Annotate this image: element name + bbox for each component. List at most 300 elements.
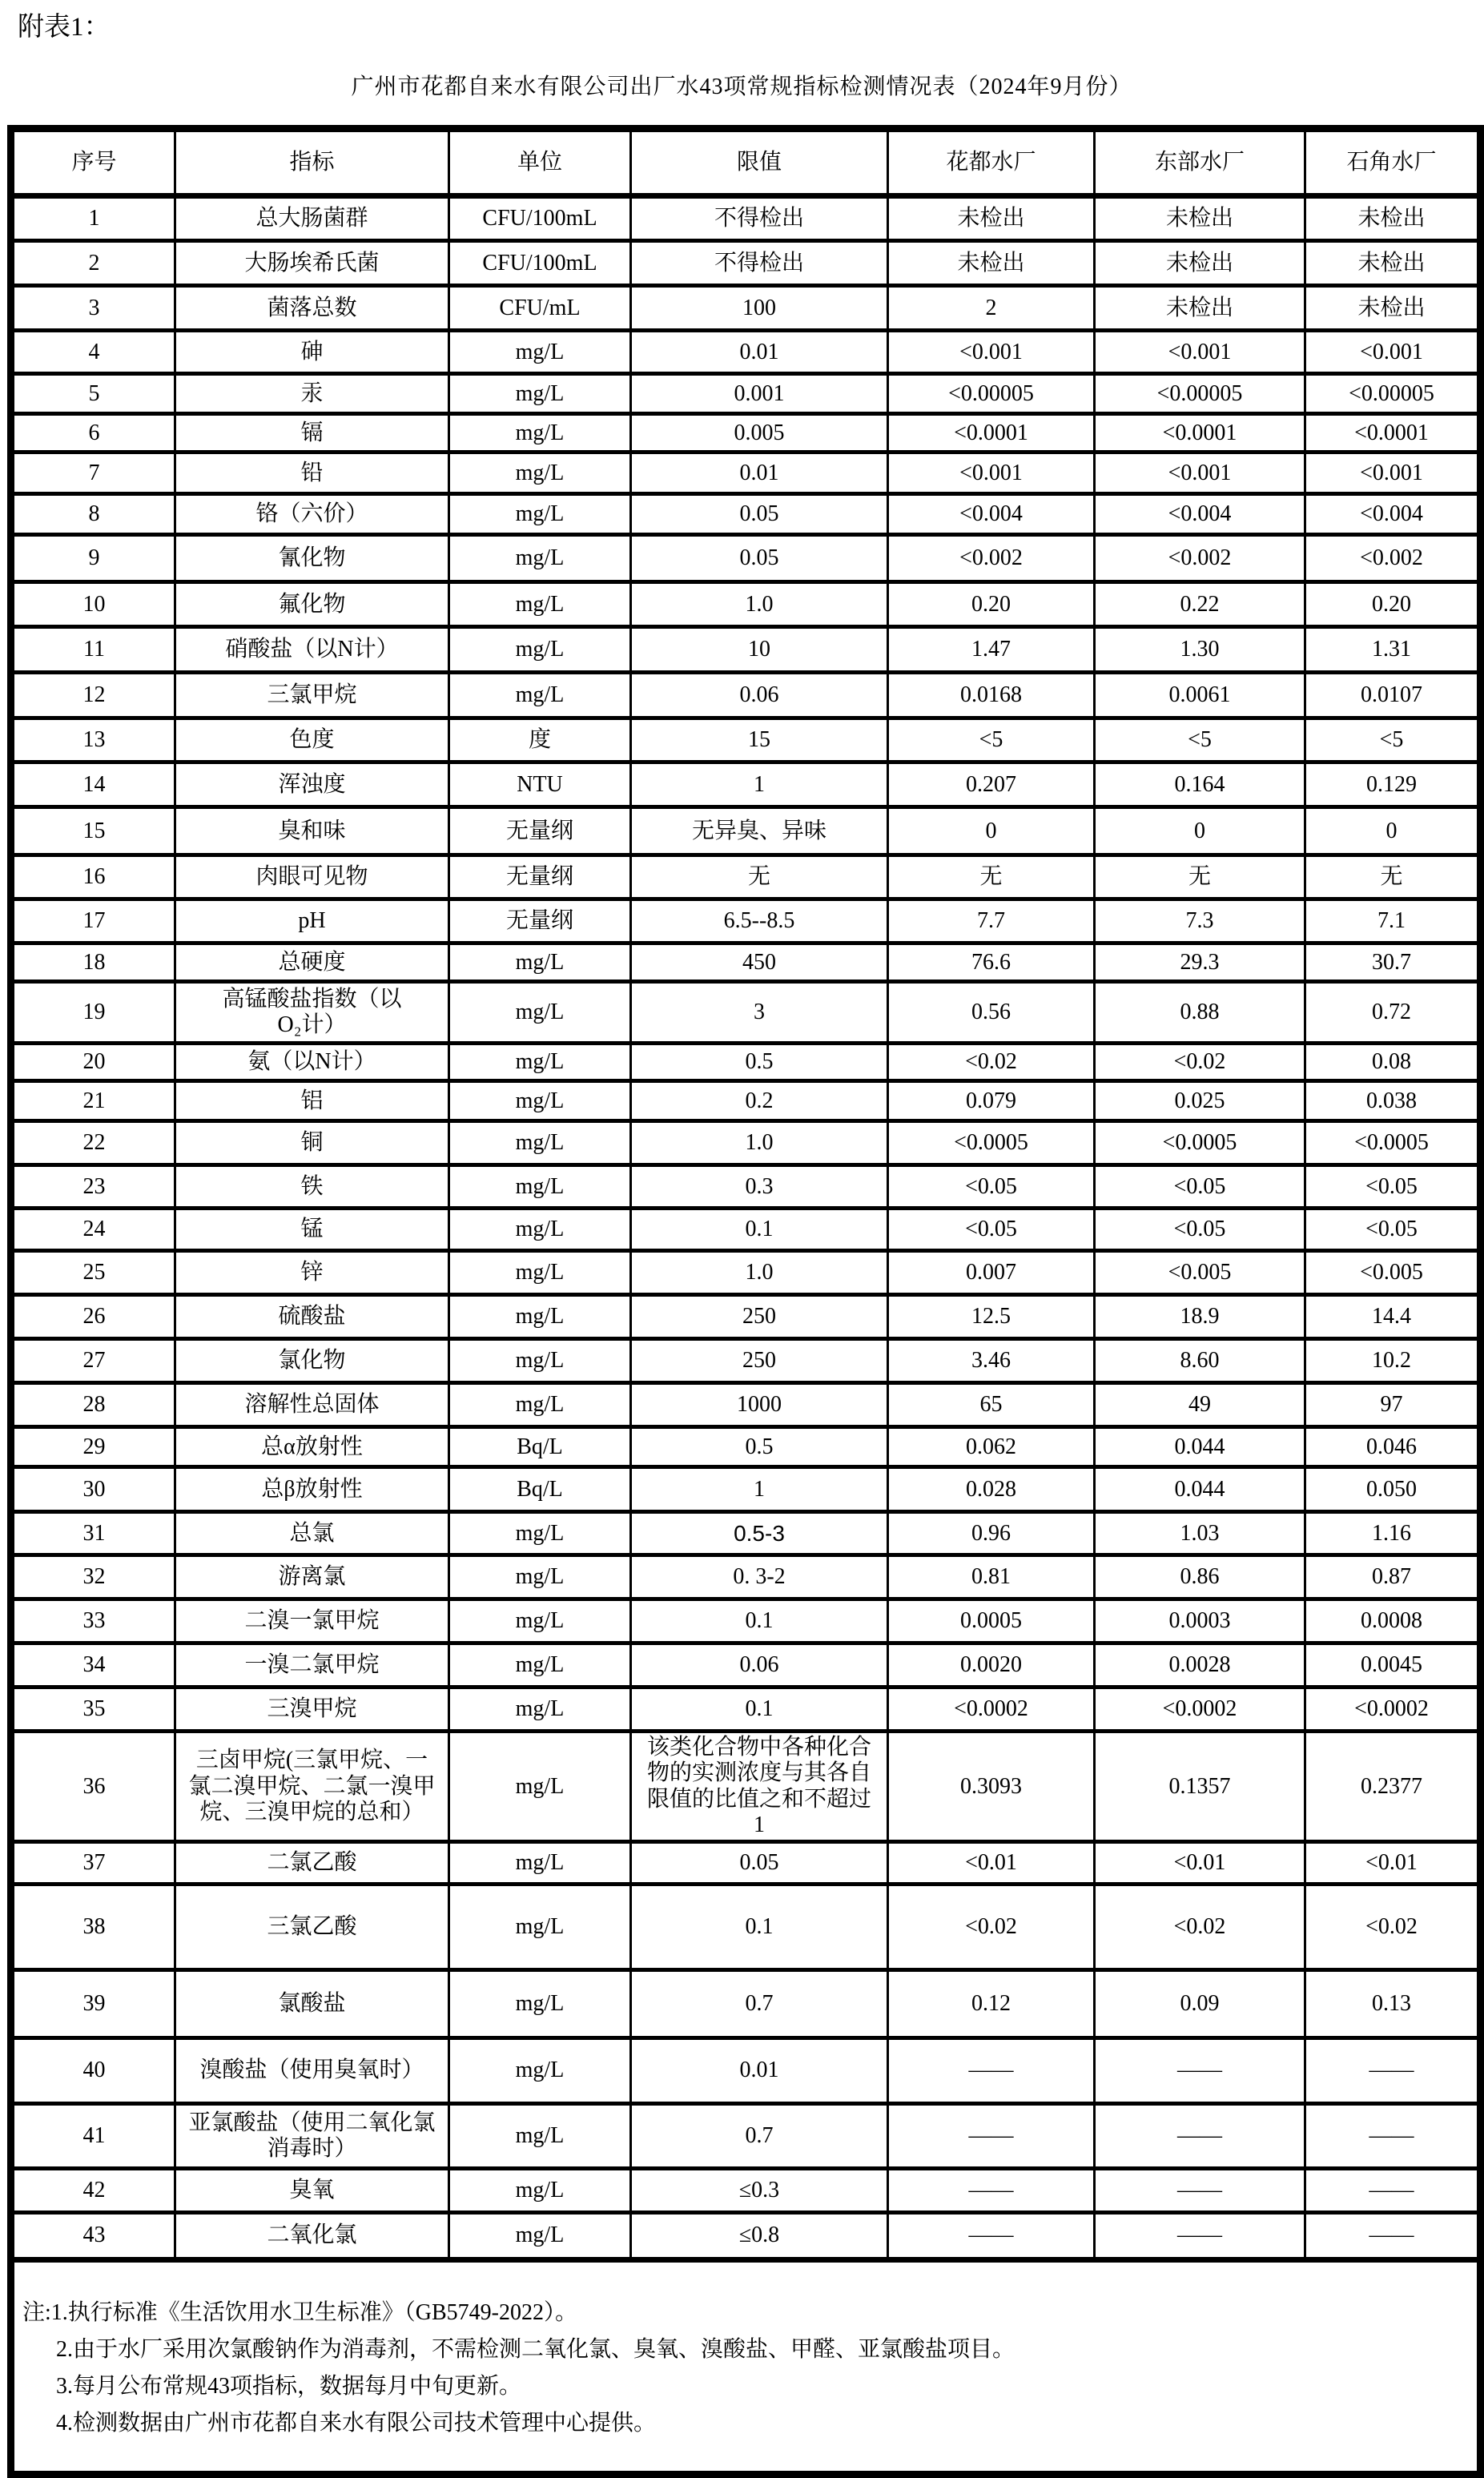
cell-limit: 6.5--8.5 [631, 899, 888, 943]
cell-limit: 0.1 [631, 1688, 888, 1732]
cell-unit: mg/L [449, 1209, 631, 1251]
cell-shijiao-plant: 0.0008 [1305, 1599, 1481, 1643]
cell-huadu-plant: 2 [888, 286, 1095, 331]
cell-indicator: 二溴一氯甲烷 [175, 1599, 449, 1643]
cell-unit: mg/L [449, 627, 631, 673]
cell-shijiao-plant: 97 [1305, 1383, 1481, 1427]
cell-dongbu-plant: —— [1095, 2038, 1305, 2104]
cell-huadu-plant: 0.96 [888, 1512, 1095, 1555]
cell-unit: 无量纲 [449, 899, 631, 943]
water-quality-table [7, 125, 1484, 2478]
cell-indicator: 溶解性总固体 [175, 1383, 449, 1427]
table-row [11, 2213, 1481, 2260]
table-row [11, 414, 1481, 453]
table-row [11, 1599, 1481, 1643]
cell-indicator: pH [175, 899, 449, 943]
cell-dongbu-plant: 0.0003 [1095, 1599, 1305, 1643]
cell-indicator: 锰 [175, 1209, 449, 1251]
page-title: 广州市花都自来水有限公司出厂水43项常规指标检测情况表（2024年9月份） [351, 74, 1132, 100]
table-row [11, 1885, 1481, 1970]
cell-dongbu-plant: 1.03 [1095, 1512, 1305, 1555]
cell-dongbu-plant: 1.30 [1095, 627, 1305, 673]
cell-no: 12 [11, 673, 175, 718]
cell-no: 31 [11, 1512, 175, 1555]
cell-huadu-plant: 0.12 [888, 1970, 1095, 2038]
cell-huadu-plant: <0.0001 [888, 414, 1095, 453]
cell-huadu-plant: 0.81 [888, 1555, 1095, 1599]
cell-dongbu-plant: 未检出 [1095, 286, 1305, 331]
cell-shijiao-plant: <0.0001 [1305, 414, 1481, 453]
cell-indicator: 三氯甲烷 [175, 673, 449, 718]
cell-no: 6 [11, 414, 175, 453]
cell-dongbu-plant: <0.005 [1095, 1251, 1305, 1295]
cell-huadu-plant: 3.46 [888, 1339, 1095, 1383]
table-row [11, 627, 1481, 673]
cell-unit: CFU/100mL [449, 241, 631, 286]
cell-no: 14 [11, 762, 175, 807]
cell-shijiao-plant: 0.038 [1305, 1081, 1481, 1121]
cell-huadu-plant: <0.0005 [888, 1121, 1095, 1165]
cell-dongbu-plant: <0.002 [1095, 535, 1305, 582]
cell-dongbu-plant: —— [1095, 2104, 1305, 2169]
cell-indicator: 硝酸盐（以N计） [175, 627, 449, 673]
cell-indicator: 总氯 [175, 1512, 449, 1555]
attachment-label: 附表1： [18, 13, 111, 42]
cell-no: 25 [11, 1251, 175, 1295]
cell-no: 21 [11, 1081, 175, 1121]
table-row [11, 1383, 1481, 1427]
table-row [11, 286, 1481, 331]
cell-no: 2 [11, 241, 175, 286]
cell-shijiao-plant: 0.050 [1305, 1467, 1481, 1512]
cell-indicator: 三溴甲烷 [175, 1688, 449, 1732]
col-header-unit: 单位 [449, 129, 631, 196]
cell-unit: mg/L [449, 1081, 631, 1121]
col-header-huadu-plant: 花都水厂 [888, 129, 1095, 196]
cell-limit: 1.0 [631, 1251, 888, 1295]
cell-no: 35 [11, 1688, 175, 1732]
cell-huadu-plant: 65 [888, 1383, 1095, 1427]
cell-shijiao-plant: —— [1305, 2169, 1481, 2213]
cell-no: 28 [11, 1383, 175, 1427]
cell-shijiao-plant: 0.87 [1305, 1555, 1481, 1599]
cell-indicator: 总α放射性 [175, 1427, 449, 1467]
cell-huadu-plant: 0.0005 [888, 1599, 1095, 1643]
cell-indicator: 氰化物 [175, 535, 449, 582]
cell-limit: 0.2 [631, 1081, 888, 1121]
cell-no: 7 [11, 453, 175, 494]
cell-huadu-plant: <0.002 [888, 535, 1095, 582]
cell-limit: 0.5-3 [631, 1512, 888, 1555]
cell-limit: 250 [631, 1339, 888, 1383]
cell-huadu-plant: 7.7 [888, 899, 1095, 943]
cell-limit: 1 [631, 762, 888, 807]
cell-huadu-plant: 未检出 [888, 241, 1095, 286]
cell-shijiao-plant: 7.1 [1305, 899, 1481, 943]
cell-indicator: 汞 [175, 374, 449, 414]
cell-unit: mg/L [449, 331, 631, 374]
cell-huadu-plant: <0.02 [888, 1885, 1095, 1970]
table-row [11, 1165, 1481, 1209]
cell-limit: 3 [631, 982, 888, 1044]
cell-huadu-plant: 0 [888, 807, 1095, 855]
cell-dongbu-plant: 0.044 [1095, 1427, 1305, 1467]
cell-dongbu-plant: 0.88 [1095, 982, 1305, 1044]
table-row [11, 1339, 1481, 1383]
cell-dongbu-plant: <0.05 [1095, 1165, 1305, 1209]
cell-limit: 15 [631, 718, 888, 762]
cell-no: 37 [11, 1842, 175, 1885]
cell-unit: mg/L [449, 453, 631, 494]
cell-indicator: 硫酸盐 [175, 1295, 449, 1339]
cell-limit: 10 [631, 627, 888, 673]
cell-dongbu-plant: <0.05 [1095, 1209, 1305, 1251]
cell-indicator: 砷 [175, 331, 449, 374]
cell-huadu-plant: 0.0020 [888, 1643, 1095, 1688]
col-header-dongbu-plant: 东部水厂 [1095, 129, 1305, 196]
cell-dongbu-plant: 0.164 [1095, 762, 1305, 807]
cell-shijiao-plant: <0.0002 [1305, 1688, 1481, 1732]
table-row [11, 331, 1481, 374]
table-row [11, 1555, 1481, 1599]
cell-indicator: 溴酸盐（使用臭氧时） [175, 2038, 449, 2104]
cell-indicator: 一溴二氯甲烷 [175, 1643, 449, 1688]
cell-no: 1 [11, 196, 175, 241]
cell-limit: 不得检出 [631, 196, 888, 241]
cell-indicator: 氯化物 [175, 1339, 449, 1383]
table-row [11, 1732, 1481, 1842]
cell-unit: mg/L [449, 1732, 631, 1842]
cell-dongbu-plant: <0.01 [1095, 1842, 1305, 1885]
cell-no: 3 [11, 286, 175, 331]
cell-unit: mg/L [449, 414, 631, 453]
cell-shijiao-plant: 1.31 [1305, 627, 1481, 673]
cell-no: 18 [11, 943, 175, 982]
cell-no: 32 [11, 1555, 175, 1599]
table-row [11, 855, 1481, 899]
table-row [11, 1427, 1481, 1467]
table-row [11, 1842, 1481, 1885]
cell-shijiao-plant: 0.129 [1305, 762, 1481, 807]
cell-shijiao-plant: <0.0005 [1305, 1121, 1481, 1165]
cell-unit: mg/L [449, 1555, 631, 1599]
cell-unit: mg/L [449, 1295, 631, 1339]
cell-shijiao-plant: 0.72 [1305, 982, 1481, 1044]
cell-unit: mg/L [449, 1885, 631, 1970]
cell-indicator: 锌 [175, 1251, 449, 1295]
cell-limit: 不得检出 [631, 241, 888, 286]
cell-shijiao-plant: <0.05 [1305, 1165, 1481, 1209]
note-line: 4.检测数据由广州市花都自来水有限公司技术管理中心提供。 [56, 2411, 657, 2436]
cell-indicator: 铝 [175, 1081, 449, 1121]
cell-huadu-plant: 0.0168 [888, 673, 1095, 718]
table-row [11, 1044, 1481, 1081]
table-row [11, 1688, 1481, 1732]
cell-shijiao-plant: 未检出 [1305, 241, 1481, 286]
cell-indicator: 铜 [175, 1121, 449, 1165]
cell-unit: mg/L [449, 1165, 631, 1209]
cell-dongbu-plant: <0.001 [1095, 453, 1305, 494]
cell-unit: mg/L [449, 2104, 631, 2169]
cell-shijiao-plant: —— [1305, 2104, 1481, 2169]
cell-indicator: 大肠埃希氏菌 [175, 241, 449, 286]
table-row [11, 762, 1481, 807]
cell-dongbu-plant: 0.22 [1095, 582, 1305, 627]
cell-no: 13 [11, 718, 175, 762]
cell-no: 34 [11, 1643, 175, 1688]
cell-shijiao-plant: 0.0045 [1305, 1643, 1481, 1688]
cell-limit: 0.7 [631, 1970, 888, 2038]
cell-unit: Bq/L [449, 1427, 631, 1467]
table-row [11, 807, 1481, 855]
cell-indicator: 臭和味 [175, 807, 449, 855]
table-row [11, 1970, 1481, 2038]
cell-indicator: 氟化物 [175, 582, 449, 627]
cell-no: 17 [11, 899, 175, 943]
cell-limit: ≤0.3 [631, 2169, 888, 2213]
cell-unit: mg/L [449, 1512, 631, 1555]
cell-dongbu-plant: <0.02 [1095, 1044, 1305, 1081]
cell-shijiao-plant: 0.20 [1305, 582, 1481, 627]
cell-unit: NTU [449, 762, 631, 807]
cell-dongbu-plant: <5 [1095, 718, 1305, 762]
cell-limit: 450 [631, 943, 888, 982]
cell-unit: mg/L [449, 1599, 631, 1643]
cell-no: 36 [11, 1732, 175, 1842]
table-body [11, 196, 1481, 2260]
cell-limit: 100 [631, 286, 888, 331]
cell-indicator: 肉眼可见物 [175, 855, 449, 899]
table-row [11, 196, 1481, 241]
cell-shijiao-plant: 1.16 [1305, 1512, 1481, 1555]
cell-shijiao-plant: 未检出 [1305, 196, 1481, 241]
cell-indicator: 游离氯 [175, 1555, 449, 1599]
cell-shijiao-plant: <0.001 [1305, 453, 1481, 494]
note-line: 注:1.执行标准《生活饮用水卫生标准》（GB5749-2022）。 [22, 2300, 578, 2326]
cell-indicator: 高锰酸盐指数（以 O₂计） [175, 982, 449, 1044]
cell-indicator: 臭氧 [175, 2169, 449, 2213]
cell-dongbu-plant: 18.9 [1095, 1295, 1305, 1339]
cell-unit: 度 [449, 718, 631, 762]
cell-shijiao-plant: 0.046 [1305, 1427, 1481, 1467]
cell-dongbu-plant: 0.044 [1095, 1467, 1305, 1512]
cell-huadu-plant: 0.007 [888, 1251, 1095, 1295]
cell-unit: mg/L [449, 494, 631, 535]
cell-no: 22 [11, 1121, 175, 1165]
cell-indicator: 菌落总数 [175, 286, 449, 331]
cell-huadu-plant: <0.001 [888, 453, 1095, 494]
table-row [11, 2104, 1481, 2169]
cell-huadu-plant: —— [888, 2038, 1095, 2104]
cell-unit: mg/L [449, 1339, 631, 1383]
cell-dongbu-plant: —— [1095, 2213, 1305, 2260]
cell-limit: 0.05 [631, 535, 888, 582]
cell-huadu-plant: 0.3093 [888, 1732, 1095, 1842]
cell-unit: mg/L [449, 1121, 631, 1165]
cell-dongbu-plant: 0 [1095, 807, 1305, 855]
cell-shijiao-plant: 0.2377 [1305, 1732, 1481, 1842]
cell-limit: 0.1 [631, 1599, 888, 1643]
cell-unit: 无量纲 [449, 807, 631, 855]
cell-unit: Bq/L [449, 1467, 631, 1512]
cell-indicator: 总β放射性 [175, 1467, 449, 1512]
cell-limit: 0.01 [631, 331, 888, 374]
cell-indicator: 氨（以N计） [175, 1044, 449, 1081]
cell-huadu-plant: 76.6 [888, 943, 1095, 982]
cell-no: 5 [11, 374, 175, 414]
cell-unit: mg/L [449, 535, 631, 582]
cell-dongbu-plant: <0.0005 [1095, 1121, 1305, 1165]
cell-indicator: 氯酸盐 [175, 1970, 449, 2038]
cell-shijiao-plant: 0.13 [1305, 1970, 1481, 2038]
table-row [11, 1512, 1481, 1555]
cell-limit: 1.0 [631, 1121, 888, 1165]
cell-dongbu-plant: 0.09 [1095, 1970, 1305, 2038]
cell-dongbu-plant: <0.001 [1095, 331, 1305, 374]
cell-no: 9 [11, 535, 175, 582]
cell-limit: 0. 3-2 [631, 1555, 888, 1599]
cell-huadu-plant: <0.05 [888, 1209, 1095, 1251]
cell-dongbu-plant: 49 [1095, 1383, 1305, 1427]
cell-limit: 0.06 [631, 1643, 888, 1688]
cell-huadu-plant: <0.01 [888, 1842, 1095, 1885]
cell-huadu-plant: 0.062 [888, 1427, 1095, 1467]
cell-indicator: 亚氯酸盐（使用二氧化氯 消毒时） [175, 2104, 449, 2169]
cell-no: 40 [11, 2038, 175, 2104]
cell-limit: 1 [631, 1467, 888, 1512]
cell-dongbu-plant: 未检出 [1095, 196, 1305, 241]
cell-shijiao-plant: 0.0107 [1305, 673, 1481, 718]
cell-unit: 无量纲 [449, 855, 631, 899]
cell-unit: mg/L [449, 1251, 631, 1295]
cell-no: 41 [11, 2104, 175, 2169]
note-line: 3.每月公布常规43项指标，数据每月中旬更新。 [56, 2374, 522, 2400]
cell-limit: 0.3 [631, 1165, 888, 1209]
cell-no: 24 [11, 1209, 175, 1251]
cell-limit: 0.5 [631, 1044, 888, 1081]
cell-dongbu-plant: 无 [1095, 855, 1305, 899]
cell-dongbu-plant: <0.00005 [1095, 374, 1305, 414]
notes [18, 2295, 1474, 2442]
note-line: 2.由于水厂采用次氯酸钠作为消毒剂，不需检测二氧化氯、臭氧、溴酸盐、甲醛、亚氯酸盐项目。 [56, 2337, 1015, 2363]
cell-shijiao-plant: 0.08 [1305, 1044, 1481, 1081]
cell-huadu-plant: 1.47 [888, 627, 1095, 673]
cell-limit: 0.005 [631, 414, 888, 453]
cell-unit: mg/L [449, 582, 631, 627]
header-row [11, 129, 1481, 196]
cell-no: 16 [11, 855, 175, 899]
table-row [11, 582, 1481, 627]
table-row [11, 1467, 1481, 1512]
cell-huadu-plant: —— [888, 2213, 1095, 2260]
cell-unit: CFU/mL [449, 286, 631, 331]
cell-huadu-plant: <0.001 [888, 331, 1095, 374]
cell-limit: ≤0.8 [631, 2213, 888, 2260]
cell-huadu-plant: 未检出 [888, 196, 1095, 241]
cell-unit: mg/L [449, 1044, 631, 1081]
cell-limit: 0.06 [631, 673, 888, 718]
cell-shijiao-plant: <0.01 [1305, 1842, 1481, 1885]
cell-shijiao-plant: —— [1305, 2038, 1481, 2104]
table-row [11, 1251, 1481, 1295]
table-row [11, 453, 1481, 494]
cell-huadu-plant: —— [888, 2104, 1095, 2169]
cell-no: 20 [11, 1044, 175, 1081]
cell-shijiao-plant: <0.05 [1305, 1209, 1481, 1251]
cell-dongbu-plant: 8.60 [1095, 1339, 1305, 1383]
cell-huadu-plant: <0.05 [888, 1165, 1095, 1209]
cell-dongbu-plant: —— [1095, 2169, 1305, 2213]
cell-shijiao-plant: <5 [1305, 718, 1481, 762]
cell-no: 15 [11, 807, 175, 855]
notes-row [11, 2260, 1481, 2475]
cell-limit: 0.001 [631, 374, 888, 414]
col-header-limit: 限值 [631, 129, 888, 196]
cell-limit: 该类化合物中各种化合 物的实测浓度与其各自 限值的比值之和不超过 1 [631, 1732, 888, 1842]
cell-indicator: 铁 [175, 1165, 449, 1209]
cell-unit: mg/L [449, 1842, 631, 1885]
cell-limit: 0.1 [631, 1209, 888, 1251]
cell-shijiao-plant: <0.004 [1305, 494, 1481, 535]
cell-unit: mg/L [449, 1688, 631, 1732]
cell-limit: 0.7 [631, 2104, 888, 2169]
table-row [11, 374, 1481, 414]
cell-no: 42 [11, 2169, 175, 2213]
cell-indicator: 铅 [175, 453, 449, 494]
cell-limit: 无 [631, 855, 888, 899]
cell-indicator: 总硬度 [175, 943, 449, 982]
cell-shijiao-plant: 未检出 [1305, 286, 1481, 331]
cell-unit: mg/L [449, 2038, 631, 2104]
table-row [11, 1081, 1481, 1121]
cell-no: 4 [11, 331, 175, 374]
table-row [11, 1643, 1481, 1688]
cell-limit: 0.5 [631, 1427, 888, 1467]
cell-unit: mg/L [449, 2213, 631, 2260]
cell-limit: 0.01 [631, 2038, 888, 2104]
cell-dongbu-plant: 29.3 [1095, 943, 1305, 982]
cell-indicator: 铬（六价） [175, 494, 449, 535]
cell-limit: 1.0 [631, 582, 888, 627]
cell-no: 39 [11, 1970, 175, 2038]
cell-dongbu-plant: <0.004 [1095, 494, 1305, 535]
cell-indicator: 三卤甲烷(三氯甲烷、一 氯二溴甲烷、二氯一溴甲 烷、三溴甲烷的总和） [175, 1732, 449, 1842]
table-row [11, 2038, 1481, 2104]
cell-indicator: 色度 [175, 718, 449, 762]
cell-huadu-plant: <0.0002 [888, 1688, 1095, 1732]
cell-no: 23 [11, 1165, 175, 1209]
cell-shijiao-plant: <0.00005 [1305, 374, 1481, 414]
cell-dongbu-plant: 0.86 [1095, 1555, 1305, 1599]
cell-dongbu-plant: 0.1357 [1095, 1732, 1305, 1842]
cell-dongbu-plant: <0.0001 [1095, 414, 1305, 453]
table-row [11, 943, 1481, 982]
table-row [11, 1209, 1481, 1251]
cell-no: 30 [11, 1467, 175, 1512]
cell-huadu-plant: 0.207 [888, 762, 1095, 807]
notes-cell [11, 2260, 1481, 2475]
cell-huadu-plant: —— [888, 2169, 1095, 2213]
cell-limit: 0.05 [631, 1842, 888, 1885]
cell-no: 19 [11, 982, 175, 1044]
cell-unit: CFU/100mL [449, 196, 631, 241]
cell-huadu-plant: <5 [888, 718, 1095, 762]
cell-huadu-plant: 0.20 [888, 582, 1095, 627]
cell-shijiao-plant: <0.001 [1305, 331, 1481, 374]
cell-dongbu-plant: <0.02 [1095, 1885, 1305, 1970]
cell-dongbu-plant: 0.0028 [1095, 1643, 1305, 1688]
cell-no: 43 [11, 2213, 175, 2260]
